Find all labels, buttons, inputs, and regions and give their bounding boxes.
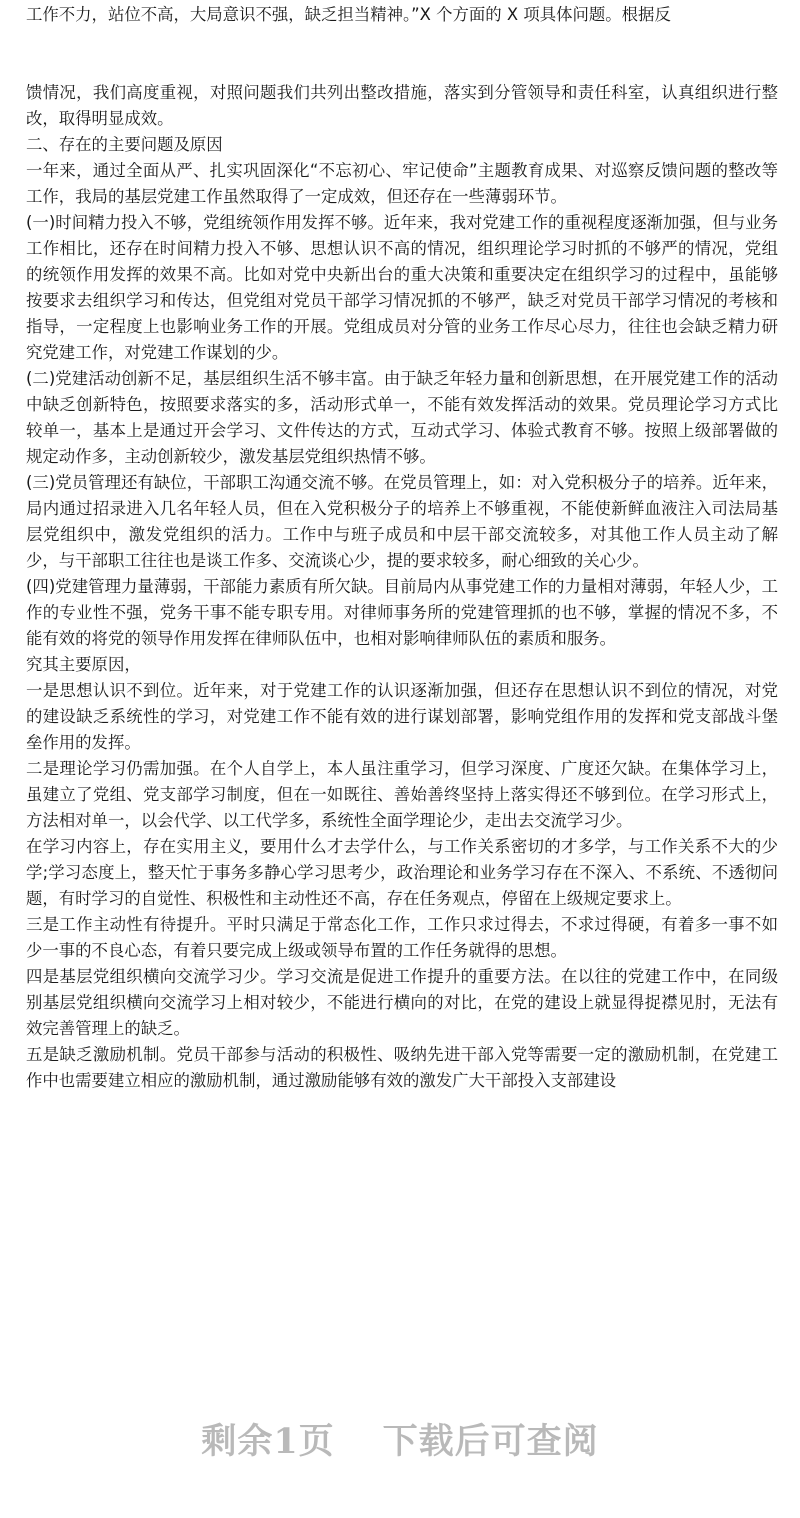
remaining-pages-text: 剩余1页 (201, 1421, 335, 1462)
paragraph: 馈情况，我们高度重视，对照问题我们共列出整改措施，落实到分管领导和责任科室，认真组织进行整改，取得明显成效。 (26, 83, 778, 128)
paragraph: (二)党建活动创新不足，基层组织生活不够丰富。由于缺乏年轻力量和创新思想，在开展党建工作的活动中缺乏创新特色，按照要求落实的多，活动形式单一，不能有效发挥活动的效果。党员理论学习方式比较单一，基本上是通过开会学习、文件传达的方式，互动式学习、体验式教育不够。按照上级部署做的规定动作多，主动创新较少，激发基层党组织热情不够。 (26, 369, 778, 466)
paragraph: 一年来，通过全面从严、扎实巩固深化“不忘初心、牢记使命”主题教育成果、对巡察反馈问题的整改等工作，我局的基层党建工作虽然取得了一定成效，但还存在一些薄弱环节。 (26, 161, 778, 206)
paragraph: 在学习内容上，存在实用主义，要用什么才去学什么，与工作关系密切的才多学，与工作关系不大的少学;学习态度上，整天忙于事务多静心学习思考少，政治理论和业务学习存在不深入、不系统、不透彻问题，有时学习的自觉性、积极性和主动性还不高，存在任务观点，停留在上级规定要求上。 (26, 837, 778, 908)
paragraph: 二是理论学习仍需加强。在个人自学上，本人虽注重学习，但学习深度、广度还欠缺。在集体学习上，虽建立了党组、党支部学习制度，但在一如既往、善始善终坚持上落实得还不够到位。在学习形式上，方法相对单一，以会代学、以工代学多，系统性全面学理论少，走出去交流学习少。 (26, 759, 778, 830)
paragraph: 一是思想认识不到位。近年来，对于党建工作的认识逐渐加强，但还存在思想认识不到位的情况，对党的建设缺乏系统性的学习，对党建工作不能有效的进行谋划部署，影响党组作用的发挥和党支部战斗堡垒作用的发挥。 (26, 681, 778, 752)
section-heading: 二、存在的主要问题及原因 (26, 135, 223, 154)
top-fragment: 工作不力，站位不高，大局意识不强，缺乏担当精神。”X 个方面的 X 项具体问题。根据反 (26, 5, 671, 24)
paragraph: (三)党员管理还有缺位，干部职工沟通交流不够。在党员管理上，如：对入党积极分子的培养。近年来，局内通过招录进入几名年轻人员，但在入党积极分子的培养上不够重视，不能使新鲜血液注入司法局基层党组织中，激发党组织的活力。工作中与班子成员和中层干部交流较多，对其他工作人员主动了解少，与干部职工往往也是谈工作多、交流谈心少，提的要求较多，耐心细致的关心少。 (26, 473, 778, 570)
download-to-view-text: 下载后可查阅 (382, 1421, 599, 1462)
paragraph: 究其主要原因， (26, 655, 141, 674)
paragraph: (一)时间精力投入不够，党组统领作用发挥不够。近年来，我对党建工作的重视程度逐渐加强，但与业务工作相比，还存在时间精力投入不够、思想认识不高的情况，组织理论学习时抓的不够严的情况，党组的统领作用发挥的效果不高。比如对党中央新出台的重大决策和重要决定在组织学习的过程中，虽能够按要求去组织学习和传达，但党组对党员干部学习情况抓的不够严，缺乏对党员干部学习情况的考核和指导，一定程度上也影响业务工作的开展。党组成员对分管的业务工作尽心尽力，往往也会缺乏精力研究党建工作，对党建工作谋划的少。 (26, 213, 778, 362)
paragraph: (四)党建管理力量薄弱，干部能力素质有所欠缺。目前局内从事党建工作的力量相对薄弱，年轻人少，工作的专业性不强，党务干事不能专职专用。对律师事务所的党建管理抓的也不够，掌握的情况不多，不能有效的将党的领导作用发挥在律师队伍中，也相对影响律师队伍的素质和服务。 (26, 577, 778, 648)
paragraph: 三是工作主动性有待提升。平时只满足于常态化工作，工作只求过得去，不求过得硬，有着多一事不如少一事的不良心态，有着只要完成上级或领导布置的工作任务就得的思想。 (26, 915, 778, 960)
page-gap (26, 28, 778, 80)
paragraph: 四是基层党组织横向交流学习少。学习交流是促进工作提升的重要方法。在以往的党建工作中，在同级别基层党组织横向交流学习上相对较少，不能进行横向的对比，在党的建设上就显得捉襟见肘，无法有效完善管理上的缺乏。 (26, 967, 778, 1038)
document-body (26, 0, 778, 1094)
download-prompt[interactable] (0, 1414, 800, 1464)
paragraph: 五是缺乏激励机制。党员干部参与活动的积极性、吸纳先进干部入党等需要一定的激励机制，在党建工作中也需要建立相应的激励机制，通过激励能够有效的激发广大干部投入支部建设 (26, 1045, 778, 1090)
